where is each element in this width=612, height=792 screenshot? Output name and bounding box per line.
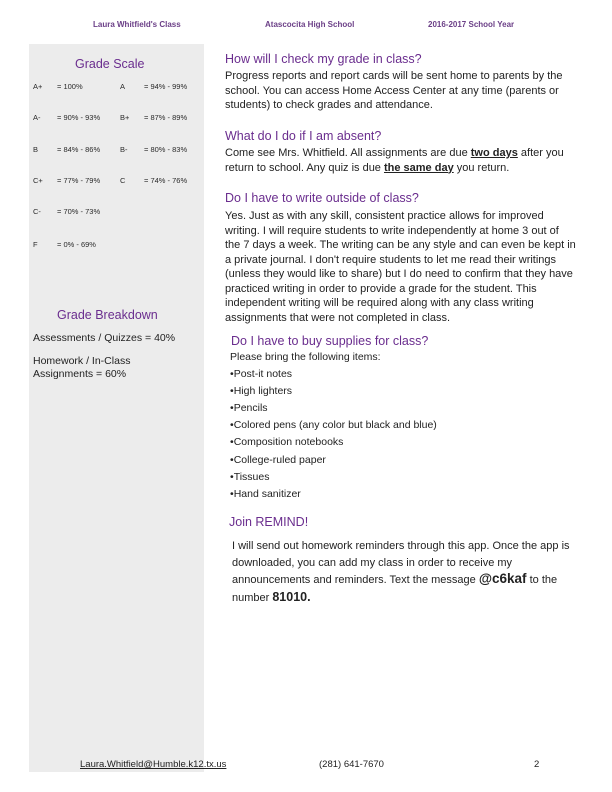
grade-range: = 100% [57, 82, 83, 91]
remind-code: @c6kaf [478, 571, 527, 586]
grade-letter: A [120, 82, 126, 91]
grade-letter: C+ [33, 176, 43, 185]
email-link[interactable]: Laura.Whitfield@Humble.k12.tx.us [80, 759, 227, 770]
header-school-year: 2016-2017 School Year [428, 20, 515, 29]
grade-letter: B- [120, 145, 128, 154]
same-day-emphasis: the same day [383, 161, 454, 174]
grade-letter: B [33, 145, 39, 154]
grade-range: = 70% - 73% [57, 207, 101, 216]
list-item: •Composition notebooks [230, 436, 344, 449]
list-item: •Post-it notes [230, 368, 293, 381]
list-item: •College-ruled paper [230, 453, 326, 466]
phone-number: (281) 641-7670 [319, 759, 384, 770]
grade-breakdown-title: Grade Breakdown [57, 308, 158, 322]
absent-question: What do I do if I am absent? [225, 129, 382, 143]
list-item: •Tissues [230, 470, 270, 483]
supplies-list [230, 351, 437, 505]
grade-range: = 90% - 93% [57, 113, 101, 122]
list-item: •Colored pens (any color but black and blue) [230, 419, 437, 432]
writing-text: Yes. Just as with any skill, consistent practice allows for improved writing. I will require students to write independently at home 3 out of the 7 days a week. The writing can be any style and can even be kept in a private journal. I don't require students to let me read their writings (unless they would like to share) but I do need to confirm that they have practiced writing in order to provide a grade for the student. This independent writing will be required along with any class writing assignments that were not completed in class. [225, 210, 576, 324]
grade-letter: A- [33, 113, 41, 122]
grade-letter: C- [33, 207, 41, 216]
grade-letter: A+ [33, 82, 43, 91]
absent-text: Come see Mrs. Whitfield. All assignments are due two days after you return to school. Any quiz is due the same day you return. [225, 147, 564, 174]
supplies-intro: Please bring the following items: [230, 351, 381, 363]
two-days-emphasis: two days [470, 147, 518, 159]
grade-scale-title: Grade Scale [75, 57, 145, 71]
writing-question: Do I have to write outside of class? [225, 191, 419, 205]
grade-range: = 0% - 69% [57, 240, 96, 249]
grade-range: = 84% - 86% [57, 145, 101, 154]
grade-letter: F [33, 240, 38, 249]
grade-letter: C [120, 176, 126, 185]
header-class-name: Laura Whitfield's Class [93, 20, 181, 29]
grade-range: = 94% - 99% [144, 82, 188, 91]
list-item: •High lighters [230, 385, 293, 398]
grade-letter: B+ [120, 113, 130, 122]
remind-title: Join REMIND! [229, 515, 309, 529]
remind-number: 81010. [272, 589, 311, 604]
remind-text: I will send out homework reminders through this app. Once the app is downloaded, you can add my class in order to receive my announcements and reminders. Text the message @c6kaf to the number 81010. [232, 540, 570, 604]
supplies-question: Do I have to buy supplies for class? [231, 334, 429, 348]
check-grade-question: How will I check my grade in class? [225, 52, 422, 66]
list-item: •Pencils [230, 402, 268, 415]
header-school-name: Atascocita High School [265, 20, 355, 29]
grade-range: = 74% - 76% [144, 176, 188, 185]
grade-range: = 77% - 79% [57, 176, 101, 185]
breakdown-homework: Homework / In-Class Assignments = 60% [33, 355, 131, 380]
check-grade-text: Progress reports and report cards will be sent home to parents by the school. You can access Home Access Center at any time (parents or students) to check grades and attendance. [225, 70, 563, 111]
grade-range: = 80% - 83% [144, 145, 188, 154]
grade-range: = 87% - 89% [144, 113, 188, 122]
page-number: 2 [534, 759, 540, 770]
list-item: •Hand sanitizer [230, 487, 301, 500]
breakdown-assessments: Assessments / Quizzes = 40% [33, 332, 176, 344]
